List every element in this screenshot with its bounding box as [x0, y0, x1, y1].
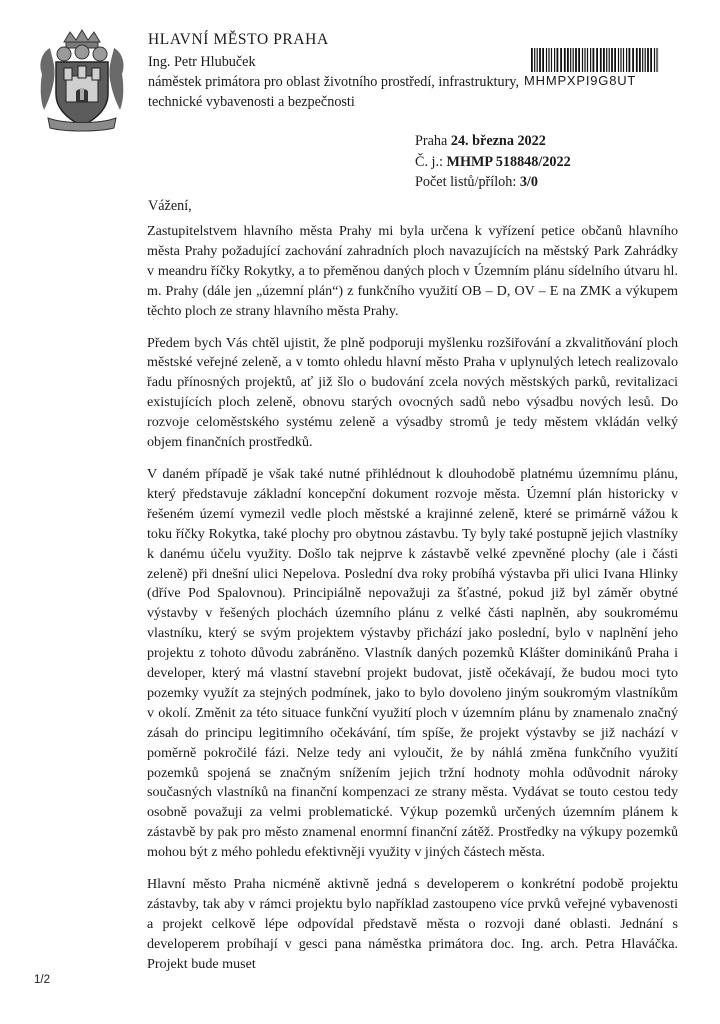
- sender-role-line-1: náměstek primátora pro oblast životního prostředí, infrastruktury,: [148, 74, 520, 90]
- sender-block: [148, 30, 528, 112]
- body-paragraph-1: Zastupitelstvem hlavního města Prahy mi byla určena k vyřízení petice občanů hlavního města Prahy požadující zachování zahradních ploch navazujících na městský Park Zahrádky v meandru říčky Rokytky, a to přeměnou daných ploch v Územním plánu sídelního útvaru hl. m. Prahy (dále jen „územní plán“) z funkčního využití OB – D, OV – E na ZMK a výkupem těchto ploch ze strany hlavního města Prahy.: [147, 223, 678, 319]
- place: Praha: [415, 133, 448, 149]
- body-paragraph-4: Hlavní město Praha nicméně aktivně jedná s developerem o konkrétní podobě projektu zástavby, tak aby v rámci projektu bylo například zastoupeno více prvků veřejné vybavenosti a projekt celkově lépe odpovídal představě města o rozvoji dané oblasti. Jednání s developerem probíhají v gesci pana náměstka primátora doc. Ing. arch. Petra Hlaváčka. Projekt bude muset: [147, 876, 678, 972]
- page-count-label: Počet listů/příloh:: [415, 174, 517, 190]
- barcode-block: [524, 48, 674, 88]
- sender-name: Ing. Petr Hlubuček: [148, 54, 256, 70]
- prague-coat-of-arms-icon: [34, 28, 130, 132]
- page-count-value: 3/0: [519, 174, 538, 190]
- letter-meta: [415, 131, 571, 193]
- date: 24. března 2022: [450, 133, 546, 149]
- barcode-id: MHMPXPI9G8UT: [524, 73, 637, 88]
- page-number: 1/2: [34, 974, 50, 986]
- page-count-line: [415, 172, 571, 193]
- organization-title: HLAVNÍ MĚSTO PRAHA: [148, 31, 329, 48]
- letter-body: [147, 222, 678, 987]
- place-date-line: [415, 131, 571, 152]
- reference-label: Č. j.:: [415, 153, 443, 170]
- reference-number: MHMP 518848/2022: [446, 153, 571, 170]
- body-paragraph-2: Předem bych Vás chtěl ujistit, že plně podporuji myšlenku rozšiřování a zkvalitňování ploch městské veřejné zeleně, a v tomto ohledu hlavní město Praha v uplynulých letech realizovalo řadu přínosných projektů, ať již šlo o budování zcela nových městských parků, revitalizaci existujících ploch zeleně, obnovu starých ovocných sadů nebo výsadbu nových lesů. Do rozvoje celoměstského systému zeleně a výsadby stromů je tedy městem vkládán velký objem finančních prostředků.: [147, 334, 678, 451]
- salutation: Vážení,: [148, 198, 192, 214]
- reference-line: [415, 152, 571, 173]
- barcode-icon: [530, 48, 660, 72]
- sender-role-line-2: technické vybavenosti a bezpečnosti: [148, 94, 355, 110]
- body-paragraph-3: V daném případě je však také nutné přihlédnout k dlouhodobě platnému územnímu plánu, který představuje základní koncepční dokument rozvoje města. Územní plán historicky v řešeném území vymezil vedle ploch městské a krajinné zeleně, které se primárně vážou k toku říčky Rokytka, také plochy pro obytnou zástavbu. Ty byly také postupně jejich vlastníky k danému účelu využity. Došlo tak nejprve k zástavbě velké zpevněné plochy (ale i části zeleně) při dnešní ulici Nepelova. Poslední dva roky probíhá výstavba při ulici Ivana Hlinky (dříve Pod Spalovnou). Principiálně nepovažuji za šťastné, pokud již byl záměr obytné výstavby v řešených plochách územního plánu z velké části naplněn, aby soukromému vlastníku, který se svým projektem výstavby přichází jako poslední, bylo v naplnění jeho projektu z tohoto důvodu zabráněno. Vlastník daných pozemků Klášter dominikánů Praha i developer, který má vlastní stavební projekt budovat, jistě očekávají, že budou moci tyto pozemky využít za stejných podmínek, jako to bylo dovoleno jiným soukromým vlastníkům v okolí. Změnit za této situace funkční využití ploch v územním plánu by znamenalo značný zásah do principu legitimního očekávání, tím spíše, že projekt výstavby se již nachází v poměrně pokročilé fázi. Nelze tedy ani vyloučit, že by náhlá změna funkčního využití pozemků spojená se značným snížením jejich tržní hodnoty mohla odůvodnit nároky současných vlastníků na finanční kompenzaci ze strany města. Vydávat se touto cestou tedy osobně považuji za velmi problematické. Výkup pozemků určených územním plánem k zástavbě by pak pro město znamenal enormní finanční zátěž. Prostředky na výkupy pozemků mohou být z mého pohledu efektivněji využity v jiných částech města.: [147, 465, 678, 861]
